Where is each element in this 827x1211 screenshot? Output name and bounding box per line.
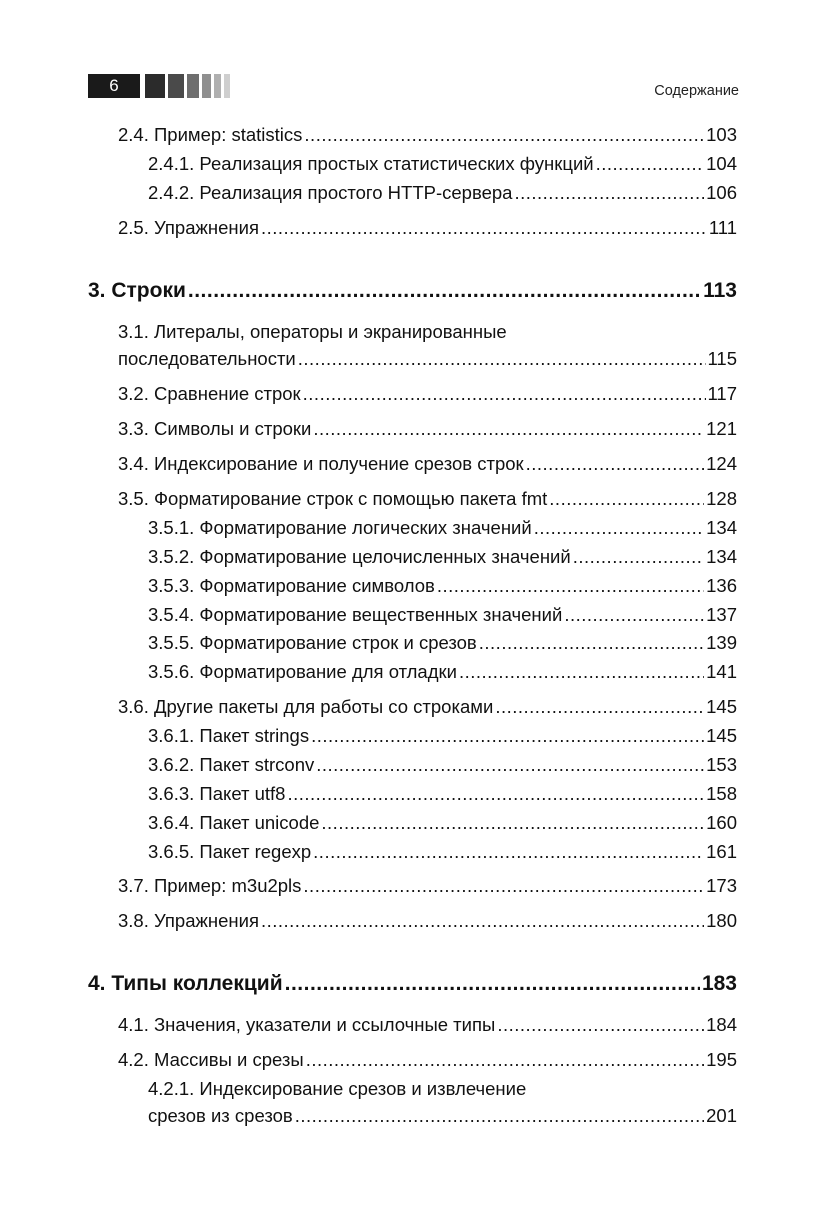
toc-entry-page: 134 — [706, 517, 737, 538]
toc-leader — [316, 753, 704, 777]
toc-entry-title: 2.4.2. Реализация простого HTTP-сервера — [148, 182, 513, 203]
toc-entry — [148, 1104, 737, 1128]
toc-entry — [118, 452, 737, 476]
toc-leader — [514, 181, 704, 205]
toc-entry — [118, 909, 737, 933]
toc-leader — [313, 840, 704, 864]
toc-entry — [148, 603, 737, 627]
toc-entry-title: 3.5.4. Форматирование вещественных значений — [148, 604, 563, 625]
toc-leader — [188, 279, 701, 303]
toc-entry-title: 3.5.6. Форматирование для отладки — [148, 661, 457, 682]
toc-entry-title: 3.6.3. Пакет utf8 — [148, 783, 286, 804]
toc-entry-title: 3.6.2. Пакет strconv — [148, 754, 315, 775]
toc-entry-title-line1: 3.1. Литералы, операторы и экранированные — [118, 321, 507, 342]
toc-entry — [118, 382, 737, 406]
toc-entry-title: 3.3. Символы и строки — [118, 418, 312, 439]
toc-entry-page: 153 — [706, 754, 737, 775]
toc-leader — [437, 574, 704, 598]
toc-entry-title: 3.8. Упражнения — [118, 910, 259, 931]
header-stripe — [145, 74, 165, 98]
toc-leader — [261, 216, 707, 240]
toc-leader — [321, 811, 704, 835]
toc-leader — [261, 909, 704, 933]
toc-leader — [303, 874, 704, 898]
running-title: Содержание — [654, 83, 739, 99]
header-stripe — [202, 74, 211, 98]
toc-entry — [118, 1048, 737, 1072]
toc-entry-title: 2.4.1. Реализация простых статистических функций — [148, 153, 594, 174]
toc-entry-title: 4.2. Массивы и срезы — [118, 1049, 304, 1070]
toc-entry — [118, 123, 737, 147]
toc-entry-page: 117 — [707, 383, 737, 404]
toc-leader — [526, 452, 705, 476]
toc-entry-title: 3.5.3. Форматирование символов — [148, 575, 435, 596]
toc-entry-page: 141 — [706, 661, 737, 682]
toc-leader — [459, 660, 704, 684]
toc-leader — [285, 972, 700, 996]
toc-entry-page: 136 — [706, 575, 737, 596]
toc-chapter-page: 183 — [701, 972, 737, 995]
toc-leader — [596, 152, 705, 176]
toc-leader — [497, 1013, 704, 1037]
toc-entry — [148, 753, 737, 777]
toc-entry-title: последовательности — [118, 348, 296, 369]
toc-entry-page: 184 — [706, 1014, 737, 1035]
toc-entry-title: 3.5.1. Форматирование логических значений — [148, 517, 532, 538]
toc-entry-title: 2.5. Упражнения — [118, 217, 259, 238]
toc-chapter-title: 3. Строки — [88, 279, 186, 302]
toc-leader — [306, 1048, 704, 1072]
toc-entry-title: 3.4. Индексирование и получение срезов строк — [118, 453, 524, 474]
toc-entry — [148, 574, 737, 598]
toc-entry-page: 201 — [706, 1105, 737, 1126]
toc-entry — [148, 660, 737, 684]
toc-entry — [148, 631, 737, 655]
toc-leader — [479, 631, 704, 655]
toc-entry — [118, 695, 737, 719]
toc-entry-page: 121 — [706, 418, 737, 439]
toc-entry-page: 137 — [706, 604, 737, 625]
toc-leader — [304, 123, 704, 147]
toc-leader — [534, 516, 704, 540]
toc-entry — [118, 417, 737, 441]
toc-entry — [148, 152, 737, 176]
toc-entry-page: 115 — [707, 348, 737, 369]
toc-entry-page: 161 — [706, 841, 737, 862]
toc-leader — [295, 1104, 704, 1128]
toc-entry-page: 145 — [706, 725, 737, 746]
toc-entry-title: 4.1. Значения, указатели и ссылочные типы — [118, 1014, 496, 1035]
toc-entry-page: 111 — [708, 217, 737, 238]
toc-entry-page: 106 — [706, 182, 737, 203]
toc-leader — [303, 382, 706, 406]
toc-entry-page: 173 — [706, 875, 737, 896]
toc-entry — [148, 516, 737, 540]
toc-entry — [148, 782, 737, 806]
toc-leader — [495, 695, 704, 719]
toc-entry — [148, 724, 737, 748]
toc-chapter-title: 4. Типы коллекций — [88, 972, 283, 995]
toc-entry-page: 145 — [706, 696, 737, 717]
toc-entry-title: 3.5.2. Форматирование целочисленных значений — [148, 546, 571, 567]
toc-entry-title: 3.7. Пример: m3u2pls — [118, 875, 302, 896]
toc-chapter — [88, 972, 737, 996]
toc-entry-title: 3.6.5. Пакет regexp — [148, 841, 312, 862]
toc-entry-page: 134 — [706, 546, 737, 567]
toc-entry-page: 195 — [706, 1049, 737, 1070]
toc-entry-page: 128 — [706, 488, 737, 509]
toc-entry — [148, 181, 737, 205]
header-stripe — [168, 74, 184, 98]
toc-entry — [118, 216, 737, 240]
toc-entry-page: 160 — [706, 812, 737, 833]
toc-entry — [118, 1013, 737, 1037]
toc-entry — [118, 487, 737, 511]
toc-leader — [549, 487, 704, 511]
toc-entry-page: 103 — [706, 124, 737, 145]
toc-entry — [118, 874, 737, 898]
toc-entry-title: 3.6.4. Пакет unicode — [148, 812, 320, 833]
toc-entry-title: 3.5. Форматирование строк с помощью пакета fmt — [118, 488, 548, 509]
toc-entry-title: 3.2. Сравнение строк — [118, 383, 301, 404]
page-number: 6 — [88, 74, 140, 98]
toc-entry-title: 3.6. Другие пакеты для работы со строками — [118, 696, 494, 717]
toc-chapter — [88, 279, 737, 303]
toc-entry-page: 139 — [706, 632, 737, 653]
toc-entry-title: 2.4. Пример: statistics — [118, 124, 303, 145]
header-stripe — [187, 74, 199, 98]
toc-entry-page: 104 — [706, 153, 737, 174]
toc-entry-title: срезов из срезов — [148, 1105, 293, 1126]
toc-entry-page: 158 — [706, 783, 737, 804]
toc-entry — [148, 545, 737, 569]
toc-entry-title: 3.5.5. Форматирование строк и срезов — [148, 632, 477, 653]
toc-leader — [311, 724, 704, 748]
header-stripe — [214, 74, 221, 98]
toc-entry — [148, 840, 737, 864]
toc-chapter-page: 113 — [703, 279, 737, 302]
toc-entry-page: 180 — [706, 910, 737, 931]
toc-entry — [118, 347, 737, 371]
toc-leader — [573, 545, 704, 569]
toc-entry-title-line1: 4.2.1. Индексирование срезов и извлечение — [148, 1078, 527, 1099]
toc-leader — [564, 603, 704, 627]
toc-entry-page: 124 — [706, 453, 737, 474]
toc-entry-title: 3.6.1. Пакет strings — [148, 725, 310, 746]
header-stripe — [224, 74, 230, 98]
toc-leader — [287, 782, 704, 806]
toc-entry — [148, 811, 737, 835]
toc-leader — [313, 417, 704, 441]
toc-leader — [298, 347, 706, 371]
